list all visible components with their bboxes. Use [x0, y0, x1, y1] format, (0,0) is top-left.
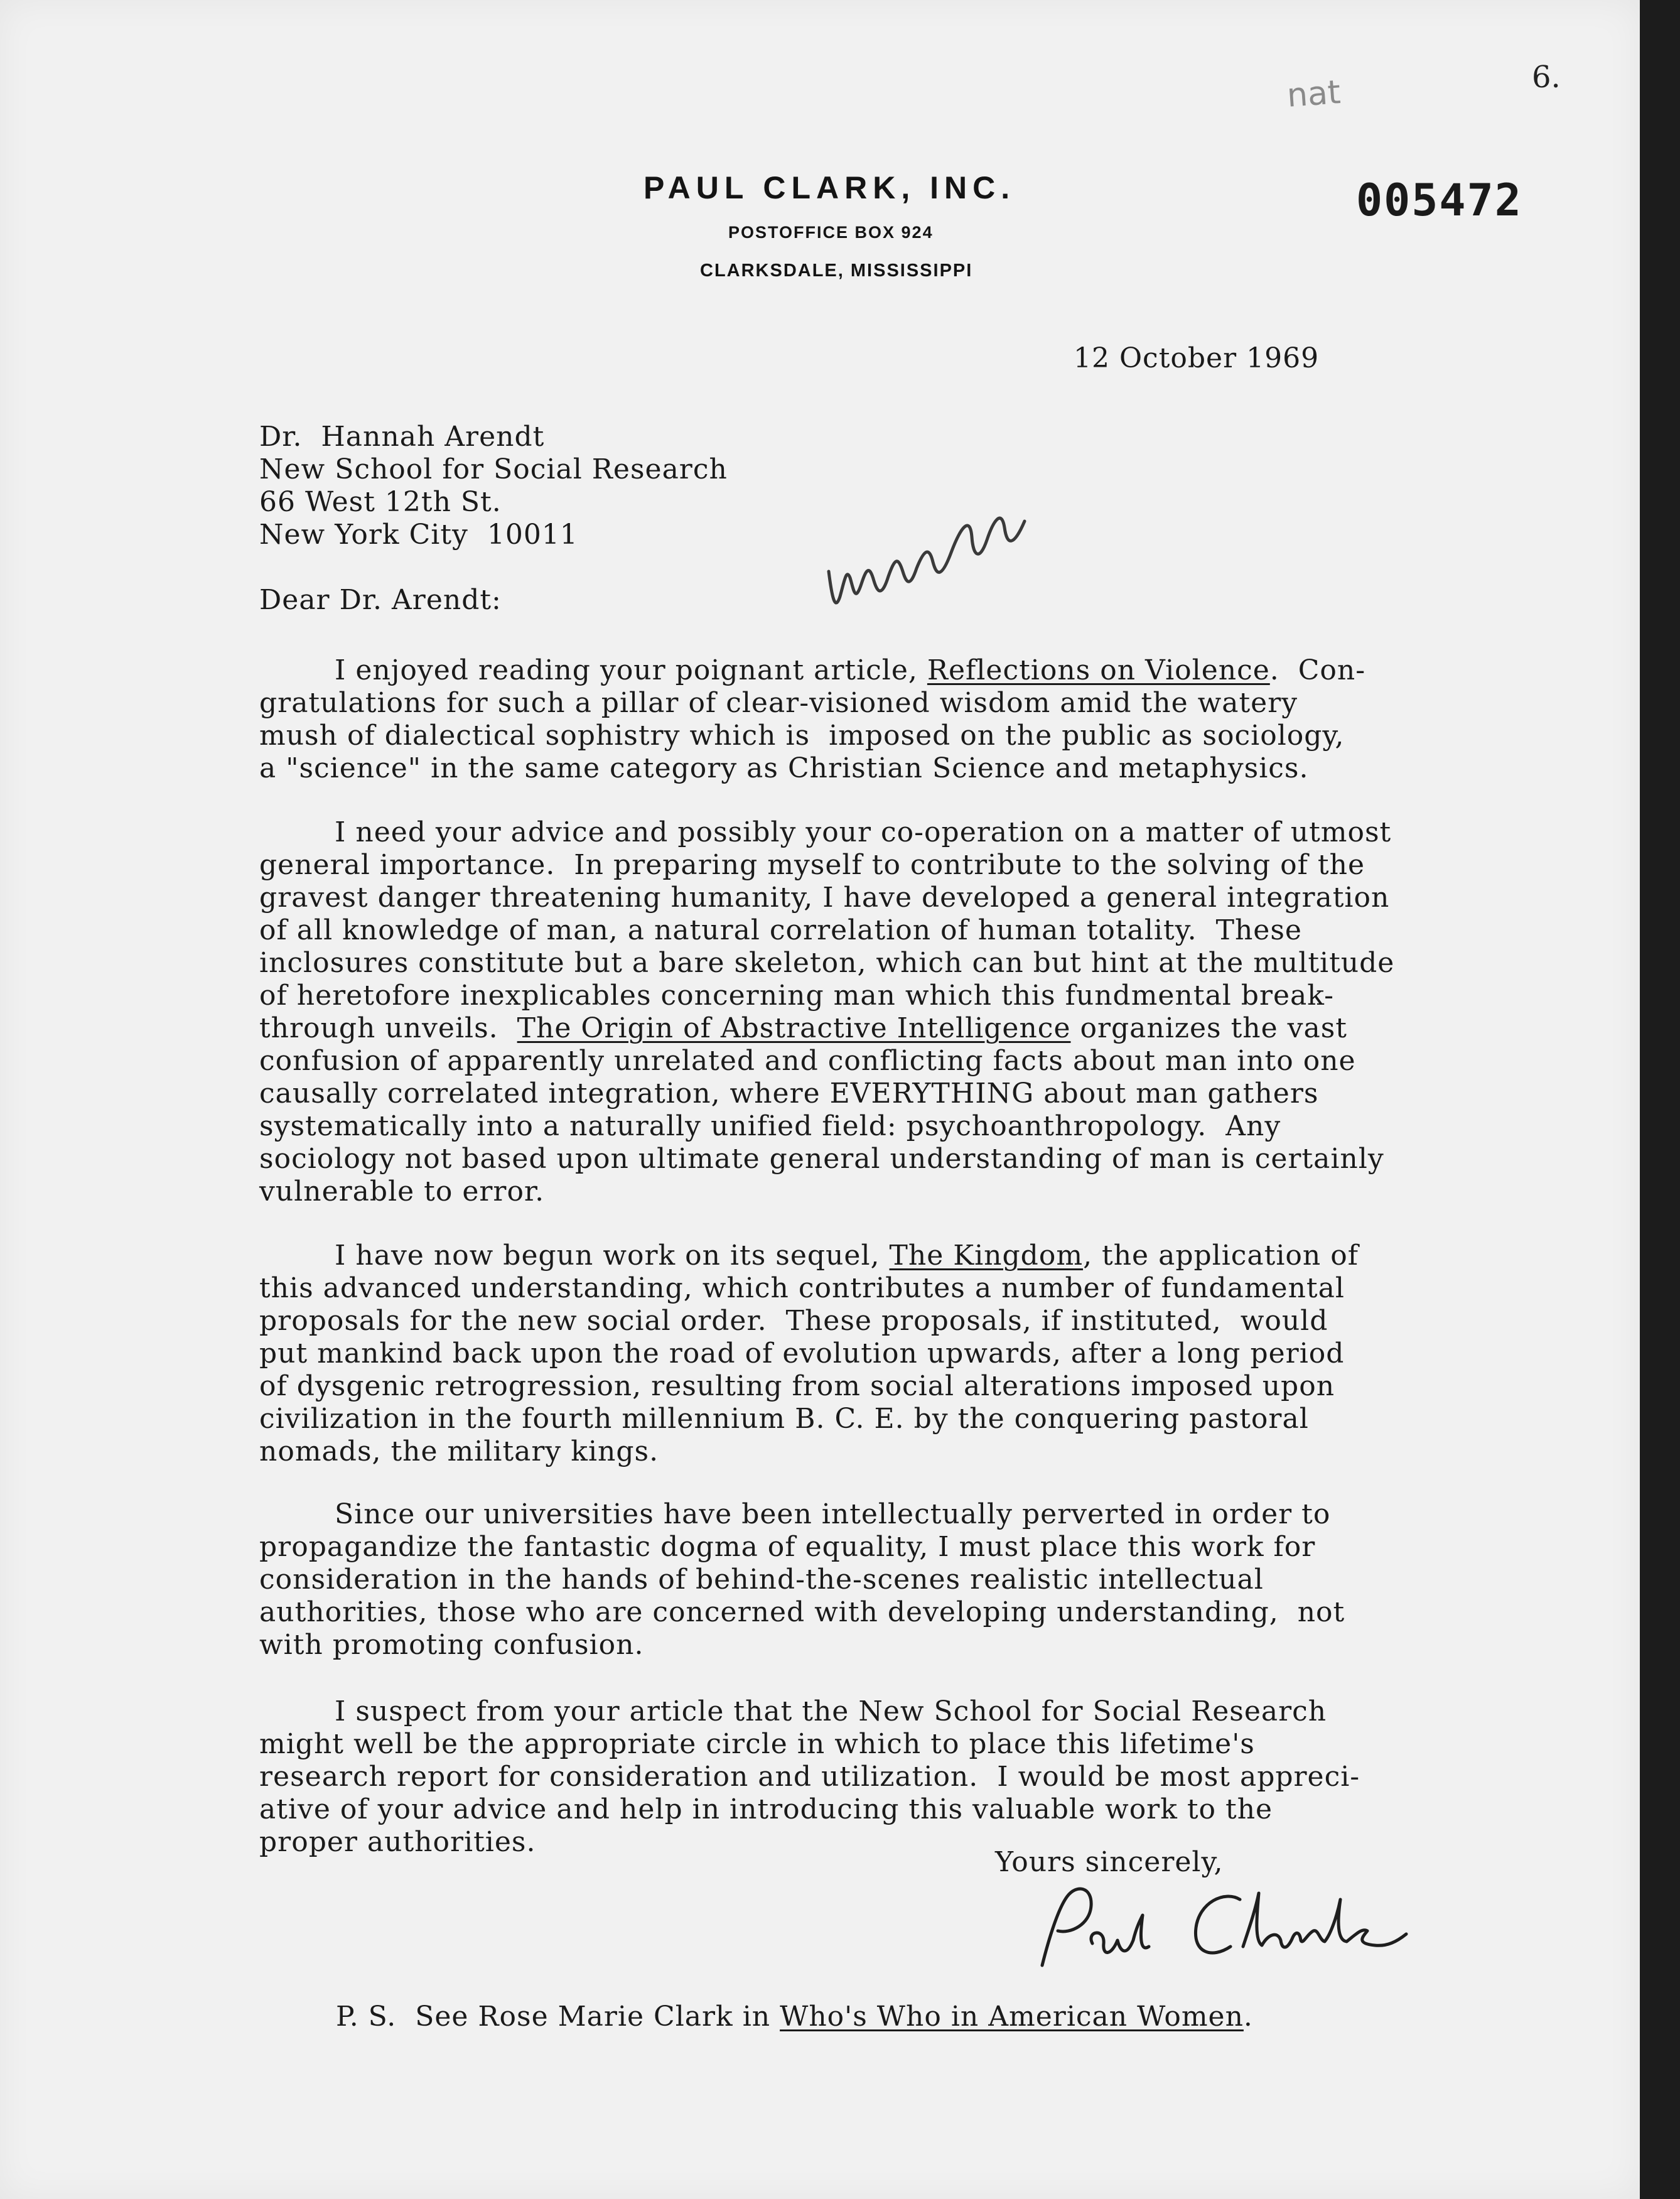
book-title: The Origin of Abstractive Intelligence	[517, 1012, 1071, 1044]
p2-line-6: of heretofore inexplicables concerning man which this fundmental break-	[259, 980, 1334, 1012]
p3-line-1a: I have now begun work on its sequel,	[335, 1240, 890, 1272]
p4-line-3: consideration in the hands of behind-the-scenes realistic intellectual	[259, 1564, 1264, 1596]
recipient-name: Dr. Hannah Arendt	[259, 421, 545, 453]
p5-line-1: I suspect from your article that the New School for Social Research	[335, 1695, 1327, 1727]
p2-line-3: gravest danger threatening humanity, I have developed a general integration	[259, 882, 1390, 914]
postscript	[336, 2001, 1253, 2033]
p5-line-2: might well be the appropriate circle in which to place this lifetime's	[259, 1728, 1255, 1760]
paragraph-2	[259, 816, 1394, 1208]
p1-line-4: a "science" in the same category as Christian Science and metaphysics.	[259, 752, 1309, 784]
paragraph-4	[259, 1498, 1345, 1661]
recipient-street: 66 West 12th St.	[259, 486, 502, 518]
p2-line-7a: through unveils.	[259, 1012, 517, 1044]
p1-line-1a: I enjoyed reading your poignant article,	[335, 654, 927, 686]
paragraph-1	[259, 654, 1365, 785]
p2-line-9: causally correlated integration, where EVERYTHING about man gathers	[259, 1078, 1319, 1110]
salutation: Dear Dr. Arendt:	[259, 584, 502, 616]
p3-line-6: civilization in the fourth millennium B. C. E. by the conquering pastoral	[259, 1403, 1309, 1435]
scan-border	[1640, 0, 1680, 2199]
reference-title: Who's Who in American Women	[780, 2001, 1244, 2033]
recipient-city: New York City 10011	[259, 519, 578, 551]
document-number-stamp: 005472	[1356, 175, 1522, 226]
postscript-suffix: .	[1243, 2001, 1253, 2033]
p2-line-1: I need your advice and possibly your co-operation on a matter of utmost	[335, 816, 1392, 848]
p3-line-4: put mankind back upon the road of evolution upwards, after a long period	[259, 1337, 1345, 1370]
letterhead-po-box: POSTOFFICE BOX 924	[728, 223, 934, 242]
paragraph-3	[259, 1240, 1359, 1468]
letterhead-city: CLARKSDALE, MISSISSIPPI	[700, 261, 973, 281]
p4-line-5: with promoting confusion.	[259, 1629, 644, 1661]
pencil-annotation: nat	[1286, 73, 1342, 115]
paragraph-5	[259, 1695, 1360, 1859]
p4-line-1: Since our universities have been intellectually perverted in order to	[335, 1498, 1331, 1530]
p2-line-5: inclosures constitute but a bare skeleton, which can but hint at the multitude	[259, 947, 1395, 979]
p3-line-2: this advanced understanding, which contributes a number of fundamental	[259, 1272, 1345, 1304]
p3-line-7: nomads, the military kings.	[259, 1435, 659, 1467]
p1-line-2: gratulations for such a pillar of clear-visioned wisdom amid the watery	[259, 687, 1298, 719]
letter-date: 12 October 1969	[1074, 342, 1320, 374]
p2-line-4: of all knowledge of man, a natural correlation of human totality. These	[259, 914, 1302, 946]
p3-line-3: proposals for the new social order. These proposals, if instituted, would	[259, 1305, 1328, 1337]
p4-line-4: authorities, those who are concerned with developing understanding, not	[259, 1596, 1345, 1628]
p5-line-4: ative of your advice and help in introducing this valuable work to the	[259, 1793, 1273, 1825]
recipient-institution: New School for Social Research	[259, 453, 728, 485]
p2-line-8: confusion of apparently unrelated and conflicting facts about man into one	[259, 1045, 1356, 1077]
sequel-title: The Kingdom	[889, 1240, 1084, 1272]
p2-line-12: vulnerable to error.	[259, 1175, 545, 1208]
handwritten-initials	[822, 502, 1030, 628]
p2-line-2: general importance. In preparing myself to contribute to the solving of the	[259, 849, 1365, 881]
page-number: 6.	[1532, 60, 1561, 95]
p2-line-10: systematically into a naturally unified field: psychoanthropology. Any	[259, 1110, 1281, 1142]
p1-line-1b: . Con-	[1269, 654, 1366, 686]
p1-line-3: mush of dialectical sophistry which is imposed on the public as sociology,	[259, 720, 1345, 752]
p3-line-5: of dysgenic retrogression, resulting from social alterations imposed upon	[259, 1370, 1335, 1402]
article-title: Reflections on Violence	[927, 654, 1270, 686]
p5-line-3: research report for consideration and utilization. I would be most appreci-	[259, 1761, 1360, 1793]
postscript-prefix: P. S. See Rose Marie Clark in	[336, 2001, 780, 2033]
p3-line-1b: , the application of	[1083, 1240, 1359, 1272]
handwritten-signature	[1023, 1871, 1413, 1997]
p5-line-5: proper authorities.	[259, 1826, 536, 1858]
letterhead-company: PAUL CLARK, INC.	[643, 170, 1016, 205]
p2-line-11: sociology not based upon ultimate general understanding of man is certainly	[259, 1143, 1384, 1175]
complimentary-close: Yours sincerely,	[995, 1846, 1224, 1878]
p4-line-2: propagandize the fantastic dogma of equality, I must place this work for	[259, 1531, 1316, 1563]
p2-line-7b: organizes the vast	[1070, 1012, 1347, 1044]
